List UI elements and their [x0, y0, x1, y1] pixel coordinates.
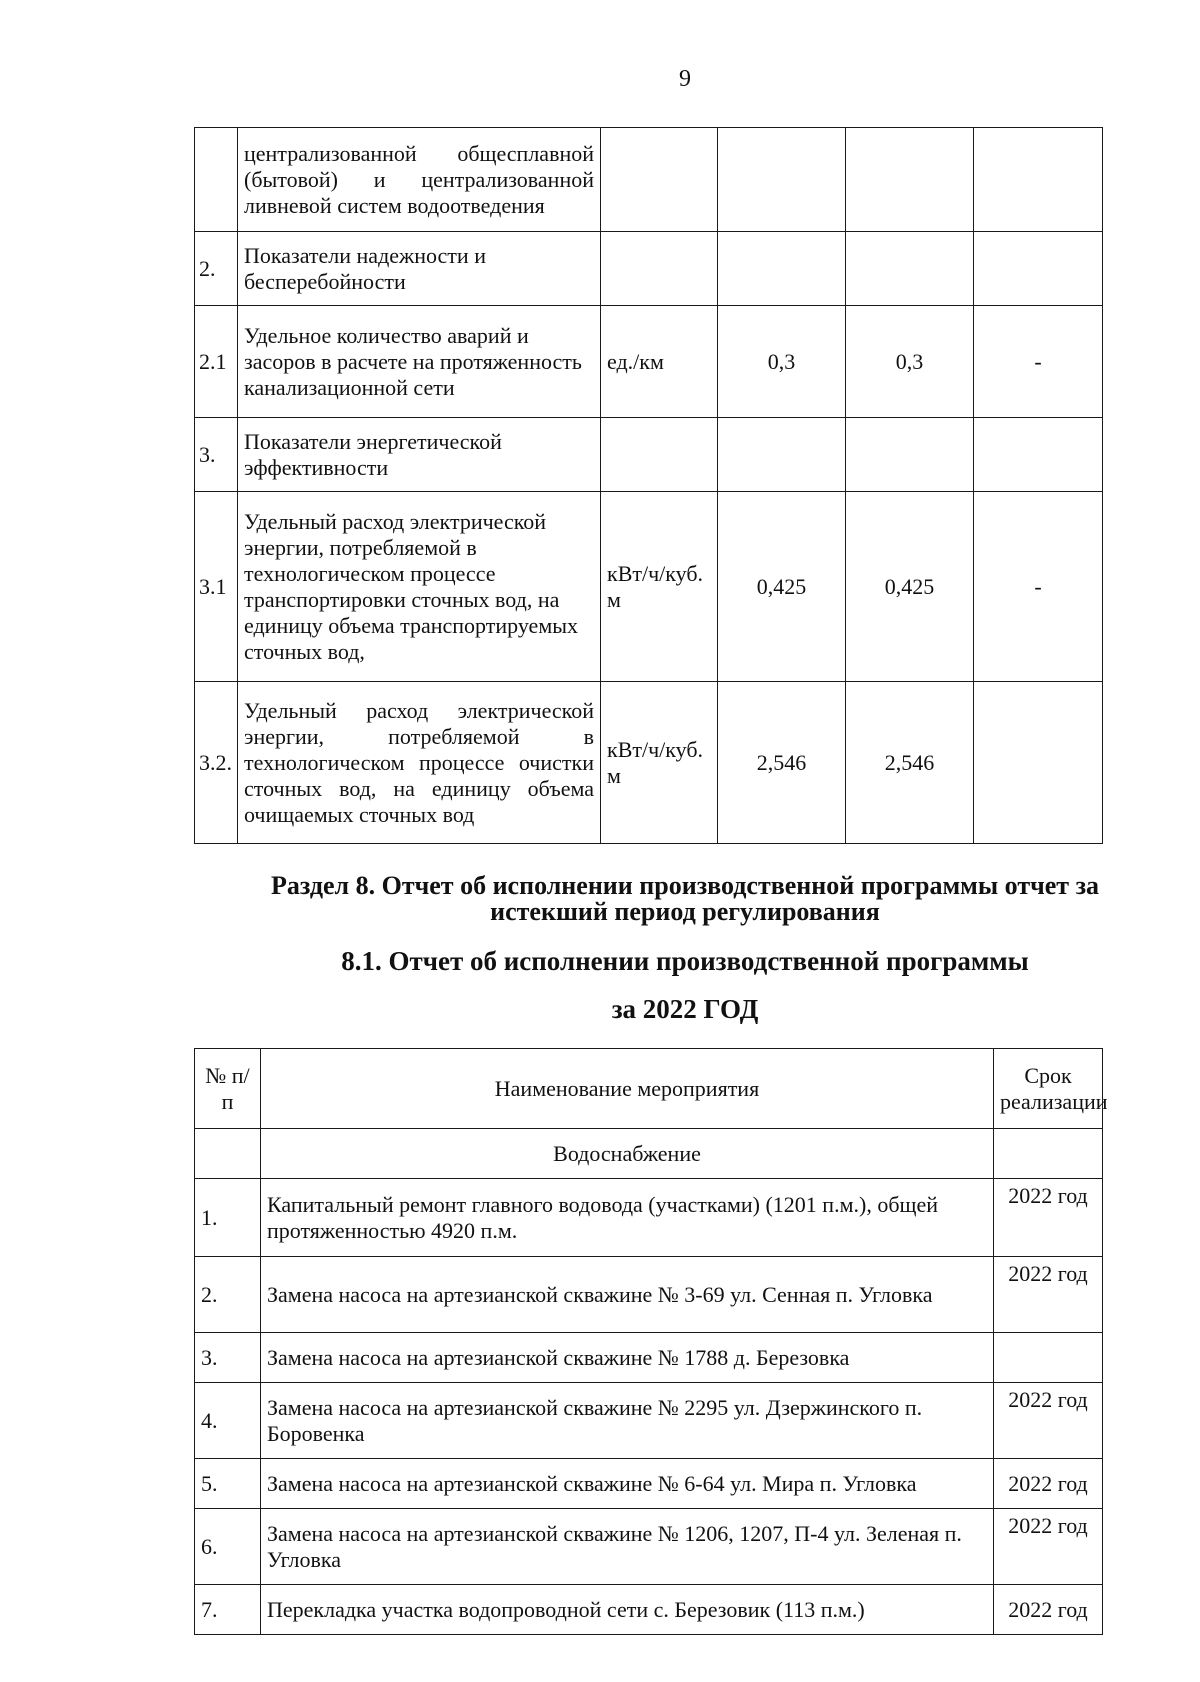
indicators-table: [194, 127, 1103, 844]
value-cell: -: [974, 306, 1103, 418]
activity-name-cell: Замена насоса на артезианской скважине № 1788 д. Березовка: [261, 1333, 994, 1383]
group-label-cell: Водоснабжение: [261, 1129, 994, 1179]
table-row: [195, 1459, 1103, 1509]
row-number-cell: 3.: [195, 418, 238, 492]
indicator-name-cell: Удельный расход электрической энергии, потребляемой в технологическом процессе транспортировки сточных вод, на единицу объема транспортируемых сточных вод,: [238, 492, 601, 682]
text-line: (бытовой) и централизованной: [244, 166, 594, 192]
row-number-cell: [195, 128, 238, 232]
value-cell: 0,425: [718, 492, 846, 682]
header-term-cell: Срок реализации: [994, 1049, 1103, 1129]
indicator-name-cell: [238, 128, 601, 232]
activity-name-cell: Перекладка участка водопроводной сети с. Березовик (113 п.м.): [261, 1585, 994, 1635]
row-number-cell: [195, 1129, 261, 1179]
term-cell: 2022 год: [994, 1179, 1103, 1257]
unit-cell: [601, 128, 718, 232]
value-cell: [974, 232, 1103, 306]
activities-table: [194, 1048, 1108, 1635]
row-number-cell: 2.: [195, 1257, 261, 1333]
table-row: [195, 1179, 1103, 1257]
text-line: энергии, потребляемой в: [244, 723, 594, 749]
text-line: сточных вод, на единицу объема: [244, 775, 594, 801]
value-cell: [846, 128, 974, 232]
header-name-cell: Наименование мероприятия: [261, 1049, 994, 1129]
term-cell: 2022 год: [994, 1383, 1103, 1459]
section-heading-continued: истекший период регулирования: [490, 897, 880, 926]
unit-cell: кВт/ч/куб. м: [601, 492, 718, 682]
value-cell: [974, 682, 1103, 844]
text-line: ливневой систем водоотведения: [244, 192, 545, 218]
value-cell: 2,546: [846, 682, 974, 844]
row-number-cell: 2.: [195, 232, 238, 306]
value-cell: 0,3: [718, 306, 846, 418]
value-cell: [718, 232, 846, 306]
row-number-cell: 3.: [195, 1333, 261, 1383]
term-cell: [994, 1129, 1103, 1179]
term-cell: 2022 год: [994, 1459, 1103, 1509]
section-heading: Раздел 8. Отчет об исполнении производственной программы отчет за: [270, 871, 1100, 900]
text-line: технологическом процессе очистки: [244, 749, 594, 775]
indicator-name-cell: [238, 682, 601, 844]
row-number-cell: 1.: [195, 1179, 261, 1257]
text-line: очищаемых сточных вод: [244, 801, 475, 827]
indicator-name-cell: Показатели надежности и бесперебойности: [238, 232, 601, 306]
table-row: [195, 682, 1103, 844]
value-cell: 0,3: [846, 306, 974, 418]
activity-name-cell: Замена насоса на артезианской скважине № 6-64 ул. Мира п. Угловка: [261, 1459, 994, 1509]
year-heading: за 2022 ГОД: [611, 994, 759, 1024]
value-cell: [974, 128, 1103, 232]
value-cell: [718, 128, 846, 232]
value-cell: [846, 418, 974, 492]
row-number-cell: 6.: [195, 1509, 261, 1585]
unit-cell: ед./км: [601, 306, 718, 418]
unit-cell: [601, 232, 718, 306]
table-row: [195, 128, 1103, 232]
table-row: [195, 306, 1103, 418]
table-row: [195, 418, 1103, 492]
unit-cell: [601, 418, 718, 492]
indicator-name-cell: Удельное количество аварий и засоров в расчете на протяженность канализационной сети: [238, 306, 601, 418]
subsection-heading: 8.1. Отчет об исполнении производственной программы: [341, 946, 1029, 976]
text-line: Удельный расход электрической: [244, 697, 594, 723]
table-row: [195, 1509, 1103, 1585]
row-number-cell: 2.1: [195, 306, 238, 418]
table-header-row: [195, 1049, 1103, 1129]
row-number-cell: 3.1: [195, 492, 238, 682]
value-cell: [846, 232, 974, 306]
page-number: 9: [679, 66, 691, 92]
table-row: [195, 1333, 1103, 1383]
header-number-cell: № п/п: [195, 1049, 261, 1129]
row-number-cell: 4.: [195, 1383, 261, 1459]
activity-name-cell: Замена насоса на артезианской скважине № 3-69 ул. Сенная п. Угловка: [261, 1257, 994, 1333]
value-cell: [718, 418, 846, 492]
table-row: [195, 1257, 1103, 1333]
value-cell: 0,425: [846, 492, 974, 682]
activity-name-cell: Замена насоса на артезианской скважине № 1206, 1207, П-4 ул. Зеленая п. Угловка: [261, 1509, 994, 1585]
row-number-cell: 7.: [195, 1585, 261, 1635]
text-line: централизованной общесплавной: [244, 140, 594, 166]
value-cell: -: [974, 492, 1103, 682]
activity-name-cell: Замена насоса на артезианской скважине № 2295 ул. Дзержинского п. Боровенка: [261, 1383, 994, 1459]
table-row: [195, 492, 1103, 682]
term-cell: 2022 год: [994, 1585, 1103, 1635]
activity-name-cell: Капитальный ремонт главного водовода (участками) (1201 п.м.), общей протяженностью 4920 п.м.: [261, 1179, 994, 1257]
table-row: [195, 1383, 1103, 1459]
unit-cell: кВт/ч/куб. м: [601, 682, 718, 844]
table-row: [195, 1585, 1103, 1635]
indicator-name-cell: Показатели энергетической эффективности: [238, 418, 601, 492]
term-cell: 2022 год: [994, 1509, 1103, 1585]
value-cell: 2,546: [718, 682, 846, 844]
table-row: [195, 232, 1103, 306]
row-number-cell: 3.2.: [195, 682, 238, 844]
value-cell: [974, 418, 1103, 492]
term-cell: [994, 1333, 1103, 1383]
row-number-cell: 5.: [195, 1459, 261, 1509]
group-row: [195, 1129, 1103, 1179]
term-cell: 2022 год: [994, 1257, 1103, 1333]
